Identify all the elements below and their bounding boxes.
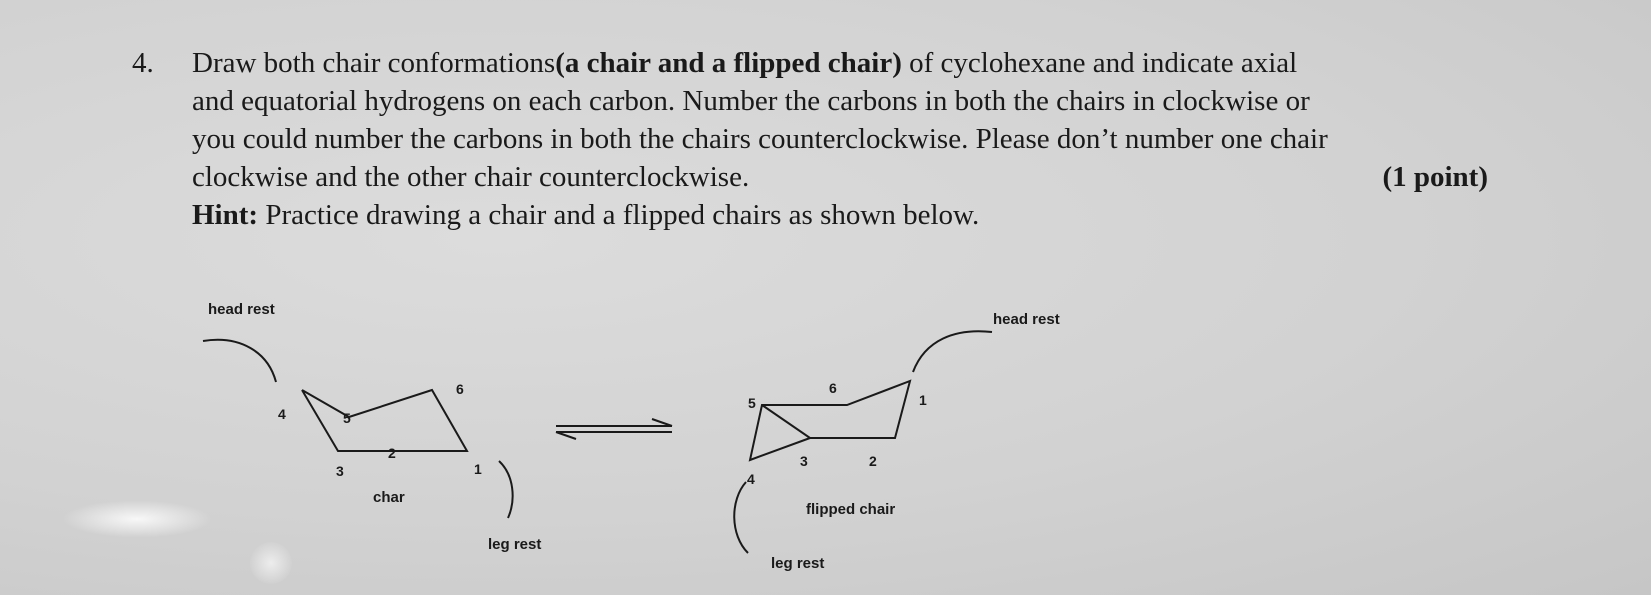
- flipped-chair-conformation: [734, 311, 1059, 572]
- flipped-name-label: flipped chair: [806, 501, 896, 518]
- flipped-carbon-6: 6: [829, 380, 837, 396]
- chair-name-label: char: [373, 489, 405, 506]
- reverse-arrow-head: [556, 432, 576, 439]
- flipped-leg-rest-arrow: [734, 482, 748, 553]
- chair-carbon-1: 1: [474, 461, 482, 477]
- flipped-carbon-4: 4: [747, 471, 755, 487]
- chair-head-rest-arrow: [203, 340, 276, 382]
- chair-carbon-2: 2: [388, 445, 396, 461]
- question-text-1-rest: of cyclohexane and indicate axial: [901, 47, 1298, 79]
- hint-text: Practice drawing a chair and a flipped chairs as shown below.: [258, 199, 980, 231]
- equilibrium-arrows: [556, 419, 672, 439]
- chair-carbon-4: 4: [278, 406, 286, 422]
- flipped-carbon-1: 1: [919, 392, 927, 408]
- question-line-3: you could number the carbons in both the chairs counterclockwise. Please don’t number one chair: [192, 123, 1328, 155]
- question-text-4: clockwise and the other chair counterclockwise.: [192, 161, 750, 193]
- chair-head-rest-label: head rest: [208, 301, 275, 318]
- flipped-carbon-2: 2: [869, 453, 877, 469]
- hint-label: Hint:: [192, 199, 259, 231]
- chair-carbon-5: 5: [343, 410, 351, 426]
- forward-arrow-head: [652, 419, 672, 426]
- screen-glare-dot: [250, 542, 292, 584]
- chair-carbon-3: 3: [336, 463, 344, 479]
- flipped-head-rest-arrow: [913, 331, 992, 372]
- chair-ring: [302, 390, 467, 451]
- chair-carbon-6: 6: [456, 381, 464, 397]
- question-number: 4.: [132, 47, 154, 79]
- question-line-2: and equatorial hydrogens on each carbon. Number the carbons in both the chairs in clockwise or: [192, 85, 1310, 117]
- screen-glare: [62, 500, 212, 538]
- question-bold-phrase: (a chair and a flipped chair): [555, 47, 902, 79]
- chair-leg-rest-label: leg rest: [488, 536, 542, 553]
- points-label: (1 point): [1382, 161, 1488, 193]
- flipped-head-rest-label: head rest: [993, 311, 1060, 328]
- flipped-leg-rest-label: leg rest: [771, 555, 825, 572]
- flipped-carbon-5: 5: [748, 395, 756, 411]
- question-text-1: Draw both chair conformations: [192, 47, 556, 79]
- flipped-carbon-3: 3: [800, 453, 808, 469]
- chair-leg-rest-arrow: [499, 461, 513, 518]
- chair-conformation: [203, 301, 541, 553]
